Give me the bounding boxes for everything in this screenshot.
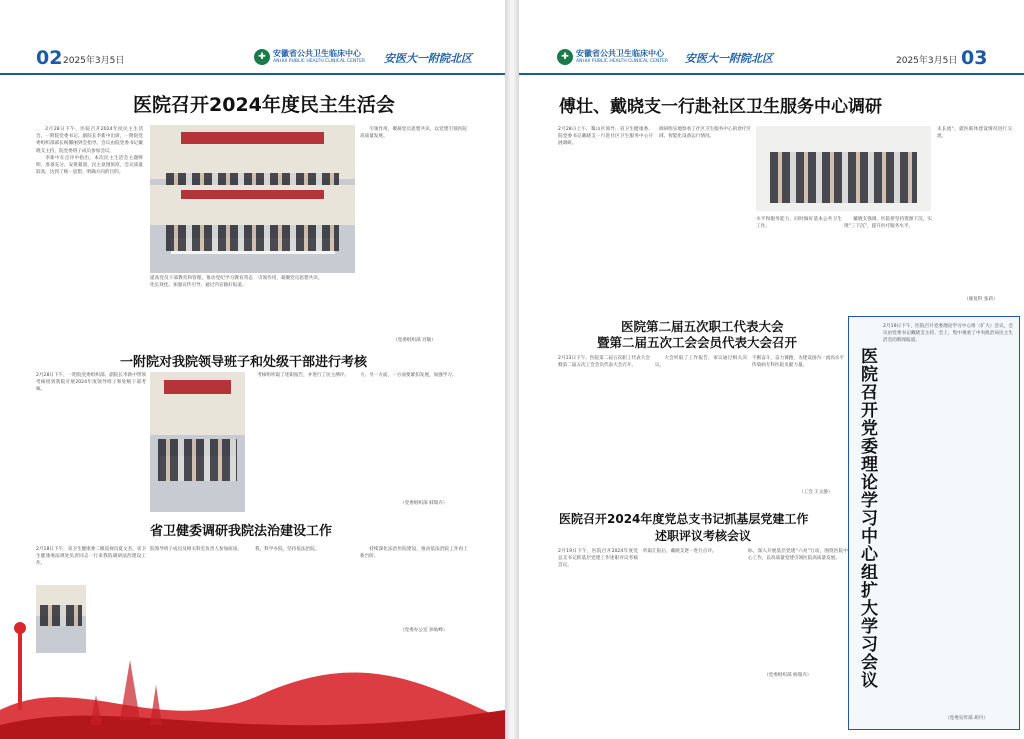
slogan: 安医大一附院北区 (685, 52, 773, 65)
right-article2-credit: （工会 王文静） (799, 490, 833, 495)
page-gutter (505, 0, 519, 739)
left-header (0, 45, 505, 71)
right-article3-credit: （党委组织部 杨瑞卉） (764, 673, 812, 678)
photo-community-center (756, 126, 931, 211)
article1-col1-para1: 2月28日下午，医院召开2024年度民主生活会。一附院党委书记、副院长李新中出席，一附院党委组织部部长杨馨丽到会指导。会议由院党委书记戴晓支主持，院党委班子成员参加会议。 (36, 127, 143, 154)
right-article1-col4: 未长流“，就医联体建设情况进行交流。 (937, 127, 1012, 140)
headline-leadership-assessment: 一附院对我院领导班子和处级干部进行考核 (120, 355, 368, 370)
right-article3-col2: 听取汇报后，戴晓支逐一进行点评。 (643, 549, 717, 554)
article1-col2: 提高党员干部教育和管理、推动党纪学习教育常态化长效化。加强宣传引导，通过内宣做好报道。 (150, 276, 253, 289)
right-article2-col1: 2月13日下午，医院第二届五次职工代表大会暨第二届五次工会会员代表大会召开。 (558, 356, 650, 369)
headline-congress-line2: 暨第二届五次工会会员代表大会召开 (597, 335, 798, 350)
headline-community-survey: 傅壮、戴晓支一行赴社区卫生服务中心调研 (559, 97, 882, 117)
article3-col3: 我，科学办院，坚持依法治院。 (255, 547, 320, 552)
right-article3-col3: 标，深入开展基层党建“六亮”行动，围绕医院中心工作，以高质量党建引领医院高质量发展。 (748, 549, 848, 562)
center-name-en: ANHUI PUBLIC HEALTH CLINICAL CENTER (576, 59, 669, 64)
article3-col2: 院领导班子成员及相关科室负责人参加座谈。 (150, 547, 242, 552)
headline-rule-of-law: 省卫健委调研我院法治建设工作 (150, 524, 333, 539)
issue-date: 2025年3月5日 (896, 56, 958, 66)
article1-col1-para2: 李新中在点评中指出，本次民主生活会主题鲜明、准备充分、安排紧凑，民主氛围浓厚，会议质量较高，达到了统一思想、明确方向的目的。 (36, 155, 143, 176)
photo-meeting-2 (150, 185, 355, 273)
page-number: 03 (961, 47, 988, 69)
article1-credit: （党委组织部 宫敏） (393, 338, 436, 343)
hospital-logo-icon: ✚ (557, 49, 573, 65)
article3-col1: 2月18日下午，省卫生健康委二级巡视员夏文杰，省卫生健康委法规处负责同志一行来我院调研法治建设工作。 (36, 547, 146, 567)
sidebar-credit: （党委宣传部 胡丹） (945, 716, 988, 721)
headline-democratic-life: 医院召开2024年度民主生活会 (133, 94, 395, 116)
article2-credit: （党委组织部 韩瑞卉） (400, 501, 448, 506)
center-name: 安徽省公共卫生临床中心 (273, 49, 361, 58)
page-number: 02 (36, 47, 63, 69)
article2-col3: 力、另一方面，一方面要紧扣发展，加强学习。 (360, 373, 457, 378)
article3-credit: （党委办公室 孙灿峰） (400, 628, 448, 633)
sidebar-title: 医院召开党委理论学习中心组扩大学习会议 (857, 347, 877, 689)
center-name-en: ANHUI PUBLIC HEALTH CLINICAL CENTER (273, 59, 366, 64)
headline-party-report-line1: 医院召开2024年度党总支书记抓基层党建工作 (559, 512, 809, 526)
hospital-logo-icon: ✚ (254, 49, 270, 65)
right-article1-col3: 水平和服务能力，同时做好基本公共卫生工作。 (756, 217, 842, 230)
red-decoration (0, 600, 505, 739)
article2-col2: 考核组听取了述职报告，并进行了民主测评。 (257, 373, 350, 378)
header-rule (519, 73, 1024, 75)
sidebar-box (848, 316, 1020, 730)
right-article1-col2: 调研组实地察看了社区卫生服务中心的诊疗区域、智能化设备运行情况。 (659, 127, 751, 140)
headline-congress-line1: 医院第二届五次职工代表大会 (621, 319, 784, 334)
header-rule (0, 73, 505, 75)
article1-col1 (36, 126, 143, 326)
article1-col4: 引领作用，聚凝党员思想共识，以党建引领医院高质量发展。 (360, 127, 467, 140)
slogan: 安医大一附院北区 (384, 52, 472, 65)
article1-col3: 引领作用，凝聚党员思想共识。 (258, 276, 323, 281)
right-article2-col2: 大会听取了工作报告，审议通过相关决议。 (655, 356, 747, 369)
issue-date: 2025年3月5日 (63, 56, 125, 66)
right-page (519, 0, 1024, 739)
center-name: 安徽省公共卫生临床中心 (576, 49, 664, 58)
article3-col4: 持续深化法治医院建设，推动依法治院工作再上新台阶。 (360, 547, 468, 560)
photo-assessment-1 (150, 372, 245, 512)
sidebar-text: 2月19日下午，医院召开党委理论学习中心组（扩大）会议，会议由党委书记戴晓支主持。会上，集中观看了中央政治局民主生活会的新闻报道。 (883, 324, 1013, 344)
article2-col1: 2月28日下午，一附院党委组织部、副院长李新中带领考核组到我院开展2024年度领导班子和处级干部考核。 (36, 373, 146, 393)
left-page (0, 0, 505, 739)
right-header (519, 45, 1024, 71)
right-article3-col1: 2月19日下午，医院召开2024年度党总支书记抓基层党建工作述职评议考核会议。 (558, 549, 638, 569)
right-article2-col3: 不断奋斗，奋力赛跑，为建设国内一流高水平传染病专科医院贡献力量。 (752, 356, 844, 369)
right-article1-col3b: 戴晓支强调，医院将坚持资源下沉，实现“三下沉”，提升医疗服务水平。 (844, 217, 932, 230)
headline-party-report-line2: 述职评议考核会议 (655, 529, 752, 543)
right-article1-credit: （雍复科 张莉） (964, 297, 998, 302)
right-article1-col1: 2月28日上午，蜀山区领导、省卫生健康委、院党委书记戴晓支一行赴社区卫生服务中心开展调研。 (558, 127, 653, 147)
